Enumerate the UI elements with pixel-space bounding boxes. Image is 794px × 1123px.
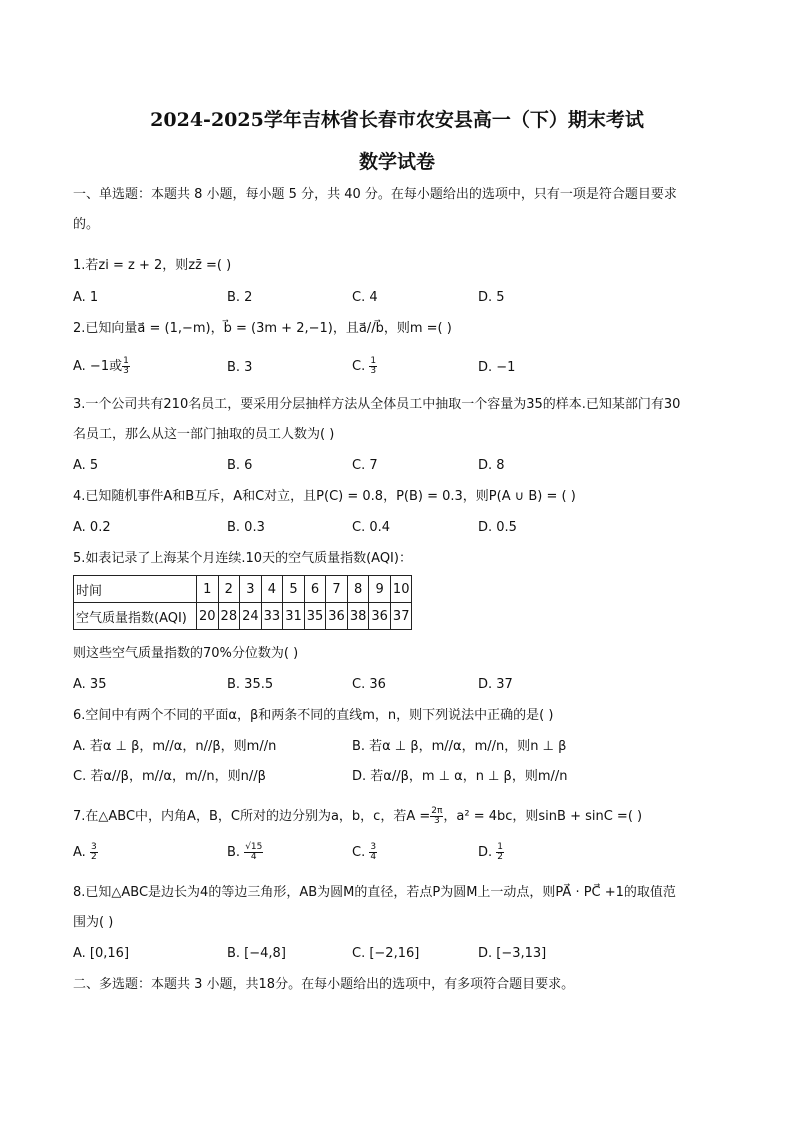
q7b-fraction: $\frac{√15}{4}$ <box>245 842 263 862</box>
aqi-day: 4 <box>261 576 283 603</box>
q1-option-b: B. 2 <box>227 290 253 305</box>
aqi-value: 31 <box>283 603 305 630</box>
aqi-row-label: 空气质量指数(AQI) <box>74 603 197 630</box>
q8-option-d: D. [−3,13] <box>478 946 547 961</box>
q5-option-a: A. 35 <box>73 677 107 692</box>
aqi-table <box>73 575 412 630</box>
q7d-fraction: $\frac{1}{2}$ <box>497 842 504 862</box>
q1-option-c: C. 4 <box>352 290 378 305</box>
aqi-value: 24 <box>240 603 262 630</box>
aqi-header-row <box>74 576 412 603</box>
q1-option-d: D. 5 <box>478 290 505 305</box>
q3-option-a: A. 5 <box>73 458 99 473</box>
q5-option-d: D. 37 <box>478 677 513 692</box>
q2-option-b: B. 3 <box>227 360 253 375</box>
aqi-value: 28 <box>218 603 240 630</box>
aqi-day: 1 <box>197 576 219 603</box>
aqi-day: 8 <box>347 576 369 603</box>
q6-option-c: C. 若α//β，m//α，m//n，则n//β <box>73 769 266 784</box>
question-4-stem: 4.已知随机事件A和B互斥，A和C对立，且P(C) = 0.8，P(B) = 0.3，则P(A ∪ B) = ( ) <box>73 489 576 504</box>
q4-option-b: B. 0.3 <box>227 520 265 535</box>
question-1-stem: 1.若zi = z + 2，则zz̄ =( ) <box>73 258 232 273</box>
aqi-value-row <box>74 603 412 630</box>
aqi-value: 38 <box>347 603 369 630</box>
q8-option-a: A. [0,16] <box>73 946 130 961</box>
question-3-stem: 3.一个公司共有210名员工，要采用分层抽样方法从全体员工中抽取一个容量为35的样本.已知某部门有30 <box>73 397 681 412</box>
exam-title: 2024-2025学年吉林省长春市农安县高一（下）期末考试 <box>150 109 644 131</box>
aqi-day: 6 <box>304 576 326 603</box>
section1-heading-cont: 的。 <box>73 217 100 232</box>
q5-option-b: B. 35.5 <box>227 677 274 692</box>
aqi-value: 35 <box>304 603 326 630</box>
aqi-value: 37 <box>390 603 412 630</box>
section1-heading: 一、单选题：本题共 8 小题，每小题 5 分，共 40 分。在每小题给出的选项中，只有一项是符合题目要求 <box>73 187 677 202</box>
q6-option-b: B. 若α ⊥ β，m//α，m//n，则n ⊥ β <box>352 739 567 754</box>
q7-option-c: C. $\frac{3}{4}$ <box>352 842 377 862</box>
q6-option-a: A. 若α ⊥ β，m//α，n//β，则m//n <box>73 739 277 754</box>
q2-option-c: C. $\frac{1}{3}$ <box>352 356 377 376</box>
q3-option-c: C. 7 <box>352 458 378 473</box>
q3-option-b: B. 6 <box>227 458 253 473</box>
q7-option-b: B. $\frac{√15}{4}$ <box>227 842 263 862</box>
question-5-stem: 5.如表记录了上海某个月连续.10天的空气质量指数(AQI)： <box>73 551 412 566</box>
q8-option-b: B. [−4,8] <box>227 946 286 961</box>
aqi-day: 10 <box>390 576 412 603</box>
aqi-day: 2 <box>218 576 240 603</box>
q1-option-a: A. 1 <box>73 290 99 305</box>
aqi-value: 20 <box>197 603 219 630</box>
q4-option-d: D. 0.5 <box>478 520 517 535</box>
aqi-value: 36 <box>369 603 391 630</box>
question-8-stem-cont: 围为( ) <box>73 915 114 930</box>
question-2-stem: 2.已知向量a⃗ = (1,−m)，b⃗ = (3m + 2,−1)，且a⃗//b⃗，则m =( ) <box>73 321 452 336</box>
q2-option-d: D. −1 <box>478 360 516 375</box>
q7-angle-fraction: $\frac{2\pi}{3}$ <box>431 806 443 826</box>
q7-option-a: A. $\frac{3}{2}$ <box>73 842 97 862</box>
q6-option-d: D. 若α//β，m ⊥ α，n ⊥ β，则m//n <box>352 769 568 784</box>
q2a-fraction: $\frac{1}{3}$ <box>123 356 129 376</box>
aqi-value: 36 <box>326 603 348 630</box>
q7a-fraction: $\frac{3}{2}$ <box>90 842 97 862</box>
q7-option-d: D. $\frac{1}{2}$ <box>478 842 504 862</box>
q5-option-c: C. 36 <box>352 677 386 692</box>
q2c-fraction: $\frac{1}{3}$ <box>370 356 377 376</box>
question-7-stem: 7.在△ABC中，内角A，B，C所对的边分别为a，b，c，若A = $\frac{2\pi}{3}$ ，a² = 4bc，则sinB + sinC =( ) <box>73 806 643 826</box>
question-5-prompt: 则这些空气质量指数的70%分位数为( ) <box>73 646 299 661</box>
aqi-day: 3 <box>240 576 262 603</box>
q2-option-a: A. −1或 $\frac{1}{3}$ <box>73 356 129 376</box>
q7c-fraction: $\frac{3}{4}$ <box>370 842 377 862</box>
section2-heading: 二、多选题：本题共 3 小题，共18分。在每小题给出的选项中，有多项符合题目要求。 <box>73 977 575 992</box>
exam-subtitle: 数学试卷 <box>358 151 435 173</box>
q4-option-a: A. 0.2 <box>73 520 111 535</box>
q3-option-d: D. 8 <box>478 458 505 473</box>
q8-option-c: C. [−2,16] <box>352 946 420 961</box>
q4-option-c: C. 0.4 <box>352 520 391 535</box>
aqi-value: 33 <box>261 603 283 630</box>
aqi-header-label: 时间 <box>74 576 197 603</box>
aqi-day: 9 <box>369 576 391 603</box>
question-3-stem-cont: 名员工，那么从这一部门抽取的员工人数为( ) <box>73 427 335 442</box>
question-6-stem: 6.空间中有两个不同的平面α，β和两条不同的直线m，n，则下列说法中正确的是( ) <box>73 708 554 723</box>
question-8-stem: 8.已知△ABC是边长为4的等边三角形，AB为圆M的直径，若点P为圆M上一动点，则PA⃗ · PC⃗ +1的取值范 <box>73 885 676 900</box>
aqi-day: 5 <box>283 576 305 603</box>
aqi-day: 7 <box>326 576 348 603</box>
